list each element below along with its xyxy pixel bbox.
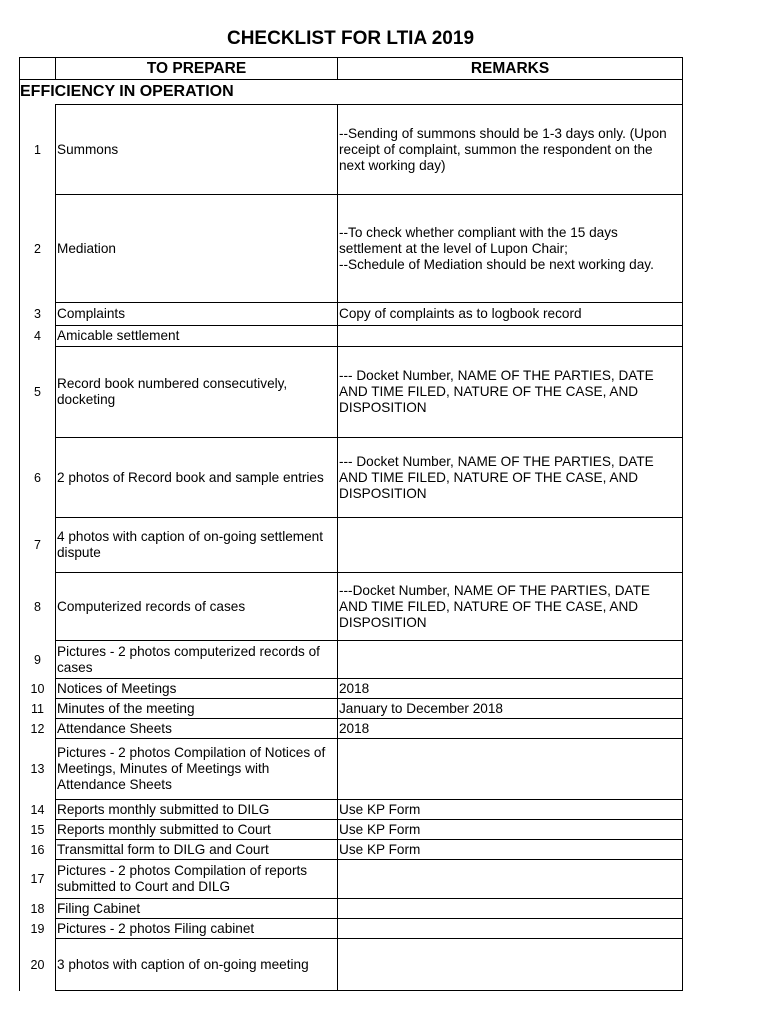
section-heading: EFFICIENCY IN OPERATION	[20, 80, 683, 105]
row-remarks: --- Docket Number, NAME OF THE PARTIES, DATE AND TIME FILED, NATURE OF THE CASE, AND DISPOSITION	[338, 347, 683, 438]
header-to-prepare: TO PREPARE	[56, 58, 338, 80]
checklist-table	[19, 57, 683, 991]
table-row	[20, 800, 683, 820]
row-number: 8	[20, 573, 56, 641]
row-number: 12	[20, 719, 56, 739]
row-item: 3 photos with caption of on-going meeting	[56, 939, 338, 991]
row-number: 7	[20, 518, 56, 573]
row-number: 5	[20, 347, 56, 438]
row-item: Summons	[56, 105, 338, 195]
table-row	[20, 939, 683, 991]
row-item: Pictures - 2 photos Compilation of reports submitted to Court and DILG	[56, 860, 338, 899]
row-number: 20	[20, 939, 56, 991]
row-remarks: --To check whether compliant with the 15 days settlement at the level of Lupon Chair; --Schedule of Mediation should be next working day.	[338, 195, 683, 303]
row-number: 11	[20, 699, 56, 719]
row-item: Reports monthly submitted to Court	[56, 820, 338, 840]
row-number: 4	[20, 326, 56, 347]
row-remarks: Use KP Form	[338, 800, 683, 820]
checklist-body	[20, 58, 683, 991]
row-item: Amicable settlement	[56, 326, 338, 347]
row-number: 1	[20, 105, 56, 195]
table-row	[20, 919, 683, 939]
header-remarks: REMARKS	[338, 58, 683, 80]
row-number: 18	[20, 899, 56, 919]
row-remarks	[338, 739, 683, 800]
row-number: 2	[20, 195, 56, 303]
row-remarks: Use KP Form	[338, 820, 683, 840]
row-number: 3	[20, 303, 56, 326]
row-remarks: 2018	[338, 679, 683, 699]
row-item: 2 photos of Record book and sample entries	[56, 438, 338, 518]
row-number: 19	[20, 919, 56, 939]
section-row	[20, 80, 683, 105]
row-number: 15	[20, 820, 56, 840]
header-row	[20, 58, 683, 80]
row-remarks: Use KP Form	[338, 840, 683, 860]
row-item: Transmittal form to DILG and Court	[56, 840, 338, 860]
table-row	[20, 518, 683, 573]
table-row	[20, 641, 683, 679]
row-item: 4 photos with caption of on-going settlement dispute	[56, 518, 338, 573]
row-item: Pictures - 2 photos computerized records of cases	[56, 641, 338, 679]
row-number: 6	[20, 438, 56, 518]
row-number: 17	[20, 860, 56, 899]
page-title: CHECKLIST FOR LTIA 2019	[226, 28, 475, 49]
row-remarks	[338, 326, 683, 347]
table-row	[20, 679, 683, 699]
row-remarks	[338, 641, 683, 679]
table-row	[20, 699, 683, 719]
row-number: 16	[20, 840, 56, 860]
table-row	[20, 326, 683, 347]
table-row	[20, 860, 683, 899]
row-item: Complaints	[56, 303, 338, 326]
row-remarks: --- Docket Number, NAME OF THE PARTIES, DATE AND TIME FILED, NATURE OF THE CASE, AND DISPOSITION	[338, 438, 683, 518]
table-row	[20, 719, 683, 739]
row-item: Notices of Meetings	[56, 679, 338, 699]
row-remarks	[338, 518, 683, 573]
row-remarks	[338, 899, 683, 919]
row-item: Attendance Sheets	[56, 719, 338, 739]
row-number: 14	[20, 800, 56, 820]
row-number: 9	[20, 641, 56, 679]
table-row	[20, 739, 683, 800]
row-item: Minutes of the meeting	[56, 699, 338, 719]
row-remarks	[338, 860, 683, 899]
row-item: Reports monthly submitted to DILG	[56, 800, 338, 820]
row-remarks: 2018	[338, 719, 683, 739]
row-number: 10	[20, 679, 56, 699]
table-row	[20, 899, 683, 919]
table-row	[20, 820, 683, 840]
row-remarks: ---Docket Number, NAME OF THE PARTIES, DATE AND TIME FILED, NATURE OF THE CASE, AND DISPOSITION	[338, 573, 683, 641]
table-row	[20, 105, 683, 195]
row-remarks: --Sending of summons should be 1-3 days only. (Upon receipt of complaint, summon the respondent on the next working day)	[338, 105, 683, 195]
table-row	[20, 573, 683, 641]
table-row	[20, 347, 683, 438]
table-row	[20, 840, 683, 860]
table-row	[20, 438, 683, 518]
row-item: Filing Cabinet	[56, 899, 338, 919]
row-item: Record book numbered consecutively, docketing	[56, 347, 338, 438]
row-remarks: Copy of complaints as to logbook record	[338, 303, 683, 326]
row-item: Mediation	[56, 195, 338, 303]
row-remarks	[338, 939, 683, 991]
row-item: Pictures - 2 photos Compilation of Notices of Meetings, Minutes of Meetings with Attendance Sheets	[56, 739, 338, 800]
row-remarks	[338, 919, 683, 939]
header-number-cell	[20, 58, 56, 80]
row-number: 13	[20, 739, 56, 800]
row-item: Computerized records of cases	[56, 573, 338, 641]
table-row	[20, 195, 683, 303]
row-remarks: January to December 2018	[338, 699, 683, 719]
row-item: Pictures - 2 photos Filing cabinet	[56, 919, 338, 939]
table-row	[20, 303, 683, 326]
